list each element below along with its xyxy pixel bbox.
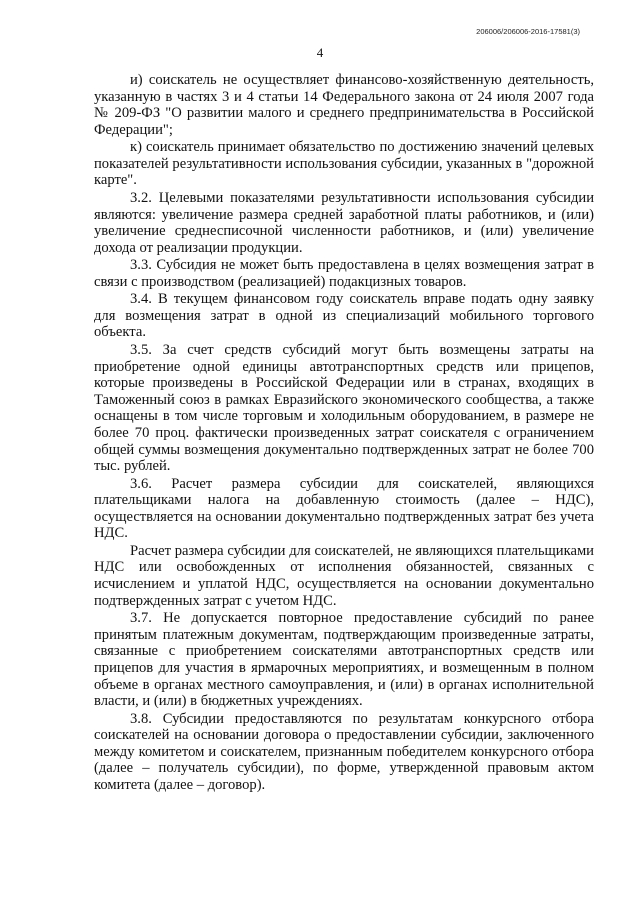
paragraph-i: и) соискатель не осуществляет финансово-хозяйственную деятельность, указанную в частях 3 и 4 статьи 14 Федерального закона от 24 июля 2007 года № 209-ФЗ "О развитии малого и среднего предпринимательства в Российской Федерации"; <box>94 72 594 138</box>
paragraph-k: к) соискатель принимает обязательство по достижению значений целевых показателей результативности использования субсидии, указанных в "дорожной карте". <box>94 139 594 189</box>
paragraph-3-4: 3.4. В текущем финансовом году соискатель вправе подать одну заявку для возмещения затрат в одной из специализаций мобильного торгового объекта. <box>94 291 594 341</box>
paragraph-3-2: 3.2. Целевыми показателями результативности использования субсидии являются: увеличение размера средней заработной платы работников, и (или) увеличение среднесписочной численности работников, и (или) увеличение дохода от реализации продукции. <box>94 189 594 256</box>
paragraph-3-3: 3.3. Субсидия не может быть предоставлена в целях возмещения затрат в связи с производством (реализацией) подакцизных товаров. <box>94 257 594 290</box>
document-id: 206006/206006-2016-17581(3) <box>476 27 580 36</box>
paragraph-3-8: 3.8. Субсидии предоставляются по результатам конкурсного отбора соискателей на основании договора о предоставлении субсидии, заключенного между комитетом и соискателем, признанным победителем конкурсного отбора (далее – получатель субсидии), по форме, утвержденной правовым актом комитета (далее – договор). <box>94 710 594 793</box>
paragraph-3-6: 3.6. Расчет размера субсидии для соискателей, являющихся плательщиками налога на добавленную стоимость (далее – НДС), осуществляется на основании документально подтвержденных затрат без учета НДС. <box>94 475 594 542</box>
paragraph-3-7: 3.7. Не допускается повторное предоставление субсидий по ранее принятым платежным документам, подтверждающим произведенные затраты, связанные с приобретением соискателями автотранспортных средств или прицепов для участия в ярмарочных мероприятиях, и возмещенным в полном объеме в органах местного самоуправления, и (или) в органах исполнительной власти, и (или) в бюджетных учреждениях. <box>94 610 594 710</box>
page-number: 4 <box>316 45 324 60</box>
paragraph-3-6-cont: Расчет размера субсидии для соискателей, не являющихся плательщиками НДС или освобожденных от исполнения обязанностей, связанных с исчислением и уплатой НДС, осуществляется на основании документально подтвержденных затрат с учетом НДС. <box>94 542 594 609</box>
paragraph-3-5: 3.5. За счет средств субсидий могут быть возмещены затраты на приобретение одной единицы автотранспортных средств или прицепов, которые произведены в Российской Федерации или в странах, входящих в Таможенный союз в рамках Евразийского экономического сообщества, а также оснащены в том числе торговым и холодильным оборудованием, в размере не более 70 проц. фактически произведенных затрат соискателя с ограничением общей суммы возмещения документально подтвержденных затрат не более 700 тыс. рублей. <box>94 341 594 475</box>
document-body <box>94 72 594 794</box>
